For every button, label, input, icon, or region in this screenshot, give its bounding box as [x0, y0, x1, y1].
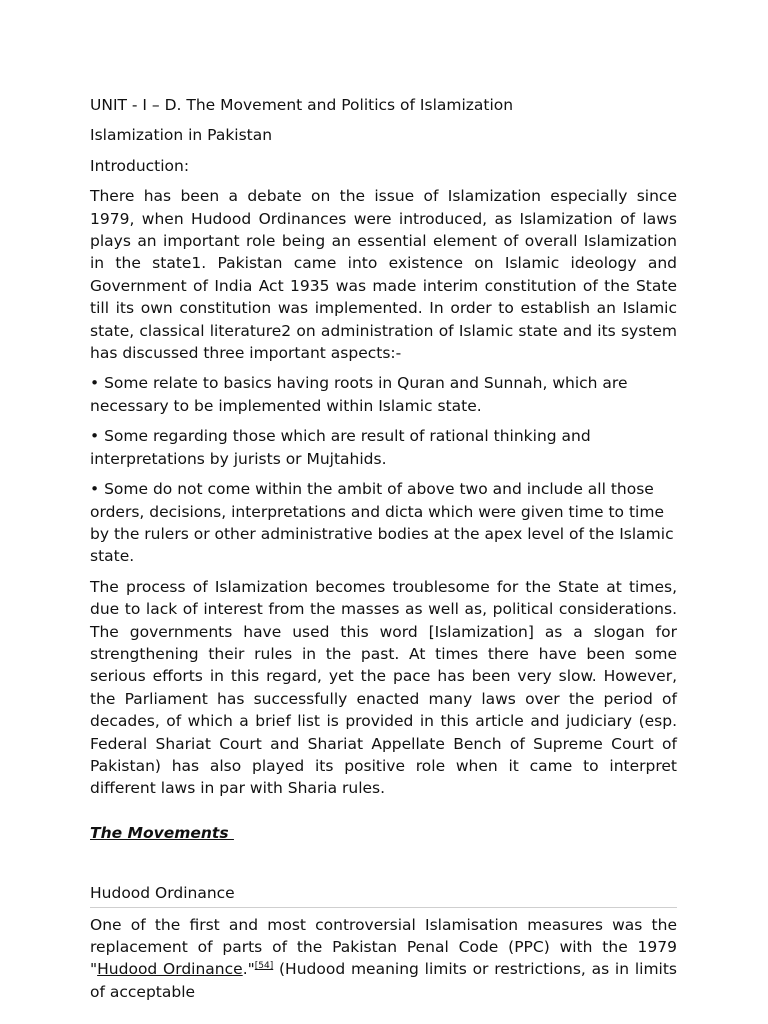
footnote-link[interactable]: [54]: [254, 961, 274, 972]
hudood-paragraph: [90, 914, 677, 1004]
intro-label: Introduction:: [90, 156, 190, 175]
document-title: UNIT - I – D. The Movement and Politics of Islamization: [90, 96, 514, 114]
hudood-text-after-link: .": [242, 960, 255, 979]
bullet-item: • Some relate to basics having roots in Quran and Sunnah, which are necessary to be implemented within Islamic state.: [90, 374, 628, 415]
intro-paragraph: There has been a debate on the issue of Islamization especially since 1979, when Hudood Ordinances were introduced, as Islamization of laws plays an important role being an essential element of overall Islamization in the state1. Pakistan came into existence on Islamic ideology and Government of India Act 1935 was made interim constitution of the State till its own constitution was implemented. In order to establish an Islamic state, classical literature2 on administration of Islamic state and its system has discussed three important aspects:-: [90, 187, 677, 363]
document-subtitle: Islamization in Pakistan: [90, 126, 273, 145]
bullet-item: • Some regarding those which are result of rational thinking and interpretations by jurists or Mujtahids.: [90, 427, 591, 468]
hudood-text-rest: (Hudood meaning limits or restrictions, as in limits of acceptable: [90, 960, 677, 1001]
process-paragraph: The process of Islamization becomes troublesome for the State at times, due to lack of interest from the masses as well as, political considerations. The governments have used this word [Islamization] as a slogan for strengthening their rules in the past. At times there have been some serious efforts in this regard, yet the pace has been very slow. However, the Parliament has successfully enacted many laws over the period of decades, of which a brief list is provided in this article and judiciary (esp. Federal Shariat Court and Shariat Appellate Bench of Supreme Court of Pakistan) has also played its positive role when it came to interpret different laws in par with Sharia rules.: [90, 577, 677, 798]
document-page: [90, 94, 677, 1011]
hudood-text-before-link: One of the first and most controversial Islamisation measures was the replacement of parts of the Pakistan Penal Code (PPC) with the 1979 ": [90, 915, 677, 979]
hudood-heading: Hudood Ordinance: [90, 882, 677, 907]
movements-heading: The Movements: [90, 823, 234, 842]
hudood-ordinance-link[interactable]: Hudood Ordinance: [97, 960, 243, 979]
bullet-item: • Some do not come within the ambit of above two and include all those orders, decisions, interpretations and dicta which were given time to time by the rulers or other administrative bodies at the apex level of the Islamic state.: [90, 480, 674, 566]
